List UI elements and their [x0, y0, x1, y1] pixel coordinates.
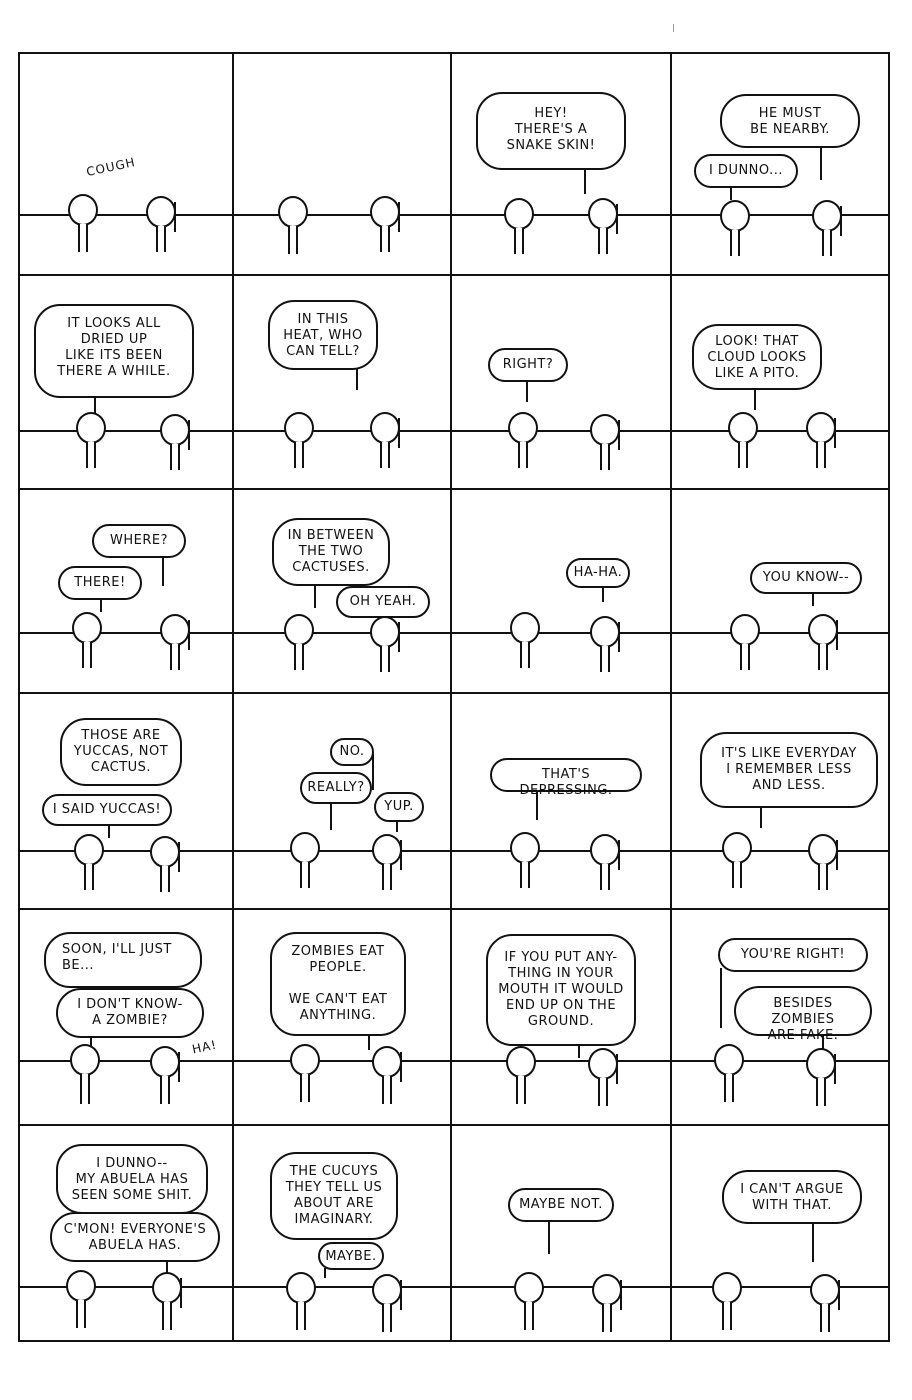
bubble-tail	[578, 1044, 580, 1058]
speech-bubble: IN BETWEEN THE TWO CACTUSES.	[272, 518, 390, 586]
horizon-line	[234, 430, 450, 432]
speech-bubble: IN THIS HEAT, WHO CAN TELL?	[268, 300, 378, 370]
bubble-tail	[536, 790, 538, 820]
cough-sfx: COUGH	[85, 154, 137, 180]
horizon-line	[234, 1286, 450, 1288]
speech-bubble: MAYBE.	[318, 1242, 384, 1270]
bubble-tail	[720, 968, 722, 1028]
speech-bubble: IT LOOKS ALL DRIED UP LIKE ITS BEEN THERE A WHILE.	[34, 304, 194, 398]
speech-bubble: YUP.	[374, 792, 424, 822]
horizon-line	[234, 1060, 450, 1062]
panel-r6-c2	[232, 1124, 452, 1342]
bubble-tail	[730, 186, 732, 200]
panel-r5-c3	[450, 908, 672, 1126]
ha-sfx: HA!	[190, 1037, 219, 1057]
speech-bubble: THERE!	[58, 566, 142, 600]
speech-bubble: I DUNNO-- MY ABUELA HAS SEEN SOME SHIT.	[56, 1144, 208, 1214]
speech-bubble: MAYBE NOT.	[508, 1188, 614, 1222]
bubble-tail	[396, 820, 398, 832]
speech-bubble: RIGHT?	[488, 348, 568, 382]
bubble-tail	[330, 802, 332, 830]
speech-bubble: BESIDES ZOMBIES ARE FAKE.	[734, 986, 872, 1036]
horizon-line	[20, 430, 232, 432]
horizon-line	[672, 430, 888, 432]
panel-r4-c4	[670, 692, 890, 910]
speech-bubble: THOSE ARE YUCCAS, NOT CACTUS.	[60, 718, 182, 786]
horizon-line	[452, 214, 670, 216]
horizon-line	[20, 214, 232, 216]
panel-r6-c1	[18, 1124, 234, 1342]
speech-bubble: REALLY?	[300, 772, 372, 804]
speech-bubble: THAT'S DEPRESSING.	[490, 758, 642, 792]
bubble-tail	[162, 556, 164, 586]
speech-bubble: HA-HA.	[566, 558, 630, 588]
panel-r4-c1	[18, 692, 234, 910]
horizon-line	[452, 1286, 670, 1288]
horizon-line	[672, 632, 888, 634]
speech-bubble: YOU'RE RIGHT!	[718, 938, 868, 972]
bubble-tail	[548, 1220, 550, 1254]
bubble-tail	[368, 1034, 370, 1050]
panel-r5-c2	[232, 908, 452, 1126]
horizon-line	[20, 1060, 232, 1062]
speech-bubble: ZOMBIES EAT PEOPLE. WE CAN'T EAT ANYTHING.	[270, 932, 406, 1036]
speech-bubble: I CAN'T ARGUE WITH THAT.	[722, 1170, 862, 1224]
bubble-tail	[584, 168, 586, 194]
horizon-line	[452, 632, 670, 634]
speech-bubble: LOOK! THAT CLOUD LOOKS LIKE A PITO.	[692, 324, 822, 390]
speech-bubble: HE MUST BE NEARBY.	[720, 94, 860, 148]
speech-bubble: YOU KNOW--	[750, 562, 862, 594]
panel-r2-c2	[232, 274, 452, 490]
panel-r2-c4	[670, 274, 890, 490]
bubble-tail	[94, 396, 96, 414]
speech-bubble: THE CUCUYS THEY TELL US ABOUT ARE IMAGINARY.	[270, 1152, 398, 1240]
panel-r1-c2	[232, 52, 452, 276]
bubble-tail	[526, 380, 528, 402]
panel-r1-c3	[450, 52, 672, 276]
horizon-line	[452, 850, 670, 852]
horizon-line	[20, 632, 232, 634]
speech-bubble: I SAID YUCCAS!	[42, 794, 172, 826]
panel-r4-c2	[232, 692, 452, 910]
bubble-tail	[314, 584, 316, 608]
speech-bubble: OH YEAH.	[336, 586, 430, 618]
speech-bubble: IT'S LIKE EVERYDAY I REMEMBER LESS AND LESS.	[700, 732, 878, 808]
horizon-line	[452, 1060, 670, 1062]
speech-bubble: HEY! THERE'S A SNAKE SKIN!	[476, 92, 626, 170]
horizon-line	[20, 850, 232, 852]
speech-bubble: SOON, I'LL JUST BE...	[44, 932, 202, 988]
horizon-line	[672, 850, 888, 852]
speech-bubble: C'MON! EVERYONE'S ABUELA HAS.	[50, 1212, 220, 1262]
panel-r2-c1	[18, 274, 234, 490]
panel-r1-c4	[670, 52, 890, 276]
bubble-tail	[324, 1268, 326, 1278]
horizon-line	[672, 1060, 888, 1062]
panel-r5-c1	[18, 908, 234, 1126]
panel-r3-c1	[18, 488, 234, 694]
bubble-tail	[760, 806, 762, 828]
bubble-tail	[754, 388, 756, 410]
panel-r1-c1	[18, 52, 234, 276]
horizon-line	[234, 632, 450, 634]
page-mark	[673, 24, 676, 32]
horizon-line	[234, 850, 450, 852]
horizon-line	[672, 214, 888, 216]
panel-r3-c4	[670, 488, 890, 694]
speech-bubble: WHERE?	[92, 524, 186, 558]
panel-r3-c2	[232, 488, 452, 694]
panel-r2-c3	[450, 274, 672, 490]
horizon-line	[452, 430, 670, 432]
bubble-tail	[100, 598, 102, 612]
speech-bubble: I DON'T KNOW- A ZOMBIE?	[56, 988, 204, 1038]
bubble-tail	[820, 146, 822, 180]
horizon-line	[234, 214, 450, 216]
horizon-line	[672, 1286, 888, 1288]
panel-r6-c3	[450, 1124, 672, 1342]
panel-r3-c3	[450, 488, 672, 694]
horizon-line	[20, 1286, 232, 1288]
panel-r5-c4	[670, 908, 890, 1126]
bubble-tail	[812, 592, 814, 606]
speech-bubble: NO.	[330, 738, 374, 766]
bubble-tail	[356, 368, 358, 390]
speech-bubble: I DUNNO...	[694, 154, 798, 188]
panel-r4-c3	[450, 692, 672, 910]
bubble-tail	[602, 586, 604, 602]
panel-r6-c4	[670, 1124, 890, 1342]
speech-bubble: IF YOU PUT ANY- THING IN YOUR MOUTH IT WOULD END UP ON THE GROUND.	[486, 934, 636, 1046]
bubble-tail	[108, 824, 110, 838]
bubble-tail	[372, 754, 374, 790]
bubble-tail	[812, 1222, 814, 1262]
